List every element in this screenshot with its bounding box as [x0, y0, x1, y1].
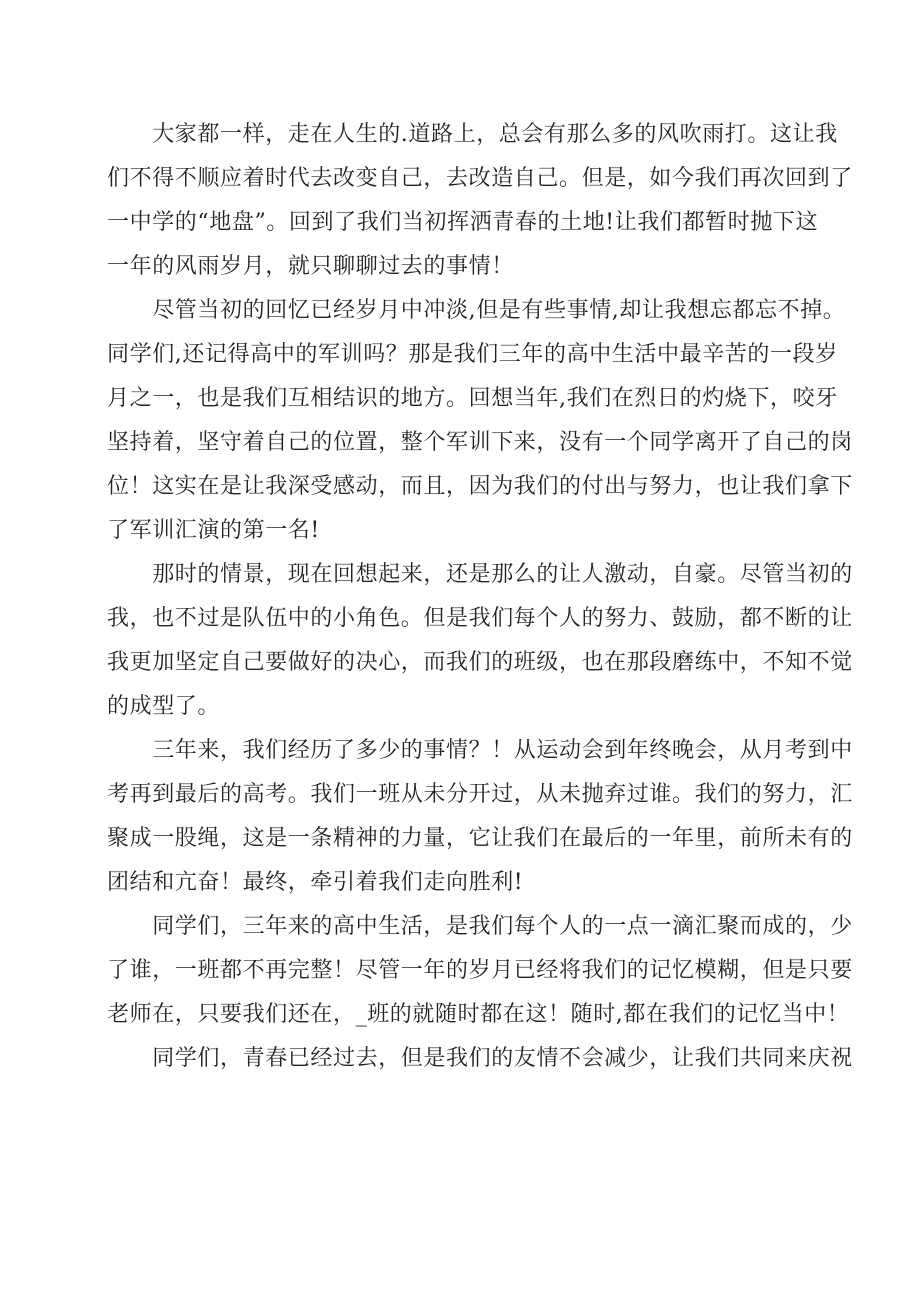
paragraph-5	[107, 905, 853, 1037]
text-line: 同学们，青春已经过去，但是我们的友情不会减少，让我们共同来庆祝	[107, 1046, 853, 1071]
paragraph-3	[107, 553, 853, 729]
text-line: 聚成一股绳，这是一条精神的力量，它让我们在最后的一年里，前所未有的	[107, 826, 853, 851]
paragraph-6	[107, 1037, 853, 1081]
paragraph-2	[107, 289, 853, 553]
text-line: 那时的情景，现在回想起来，还是那么的让人激动，自豪。尽管当初的	[107, 562, 853, 587]
document-body	[107, 113, 853, 1081]
text-line: 一年的风雨岁月，就只聊聊过去的事情！	[107, 254, 514, 279]
text-line: 位！这实在是让我深受感动，而且，因为我们的付出与努力，也让我们拿下	[107, 474, 853, 499]
text-line: 月之一，也是我们互相结识的地方。回想当年,我们在烈日的灼烧下，咬牙	[107, 386, 838, 411]
text-line: 同学们,还记得高中的军训吗？那是我们三年的高中生活中最辛苦的一段岁	[107, 342, 838, 367]
text-line: 一中学的“地盘”。回到了我们当初挥洒青春的土地!让我们都暂时抛下这	[107, 210, 819, 235]
paragraph-1	[107, 113, 853, 289]
text-line: 考再到最后的高考。我们一班从未分开过，从未抛弃过谁。我们的努力，汇	[107, 782, 853, 807]
text-line: 同学们，三年来的高中生活，是我们每个人的一点一滴汇聚而成的，少	[107, 914, 853, 939]
text-line: 了谁，一班都不再完整！尽管一年的岁月已经将我们的记忆模糊，但是只要	[107, 958, 853, 983]
text-line: 坚持着，坚守着自己的位置，整个军训下来，没有一个同学离开了自己的岗	[107, 430, 853, 455]
text-line: 我更加坚定自己要做好的决心，而我们的班级，也在那段磨练中，不知不觉	[107, 650, 853, 675]
text-line: 老师在，只要我们还在，_班的就随时都在这！随时,都在我们的记忆当中！	[107, 1002, 850, 1027]
text-line: 三年来，我们经历了多少的事情？！从运动会到年终晚会，从月考到中	[107, 738, 853, 763]
text-line: 了军训汇演的第一名!	[107, 518, 320, 543]
text-line: 团结和亢奋！最终，牵引着我们走向胜利!	[107, 870, 524, 895]
text-line: 的成型了。	[107, 694, 221, 719]
text-line: 我，也不过是队伍中的小角色。但是我们每个人的努力、鼓励，都不断的让	[107, 606, 853, 631]
text-line: 尽管当初的回忆已经岁月中冲淡,但是有些事情,却让我想忘都忘不掉。	[107, 298, 846, 323]
text-line: 大家都一样，走在人生的.道路上，总会有那么多的风吹雨打。这让我	[107, 122, 838, 147]
text-line: 们不得不顺应着时代去改变自己，去改造自己。但是，如今我们再次回到了	[107, 166, 853, 191]
paragraph-4	[107, 729, 853, 905]
